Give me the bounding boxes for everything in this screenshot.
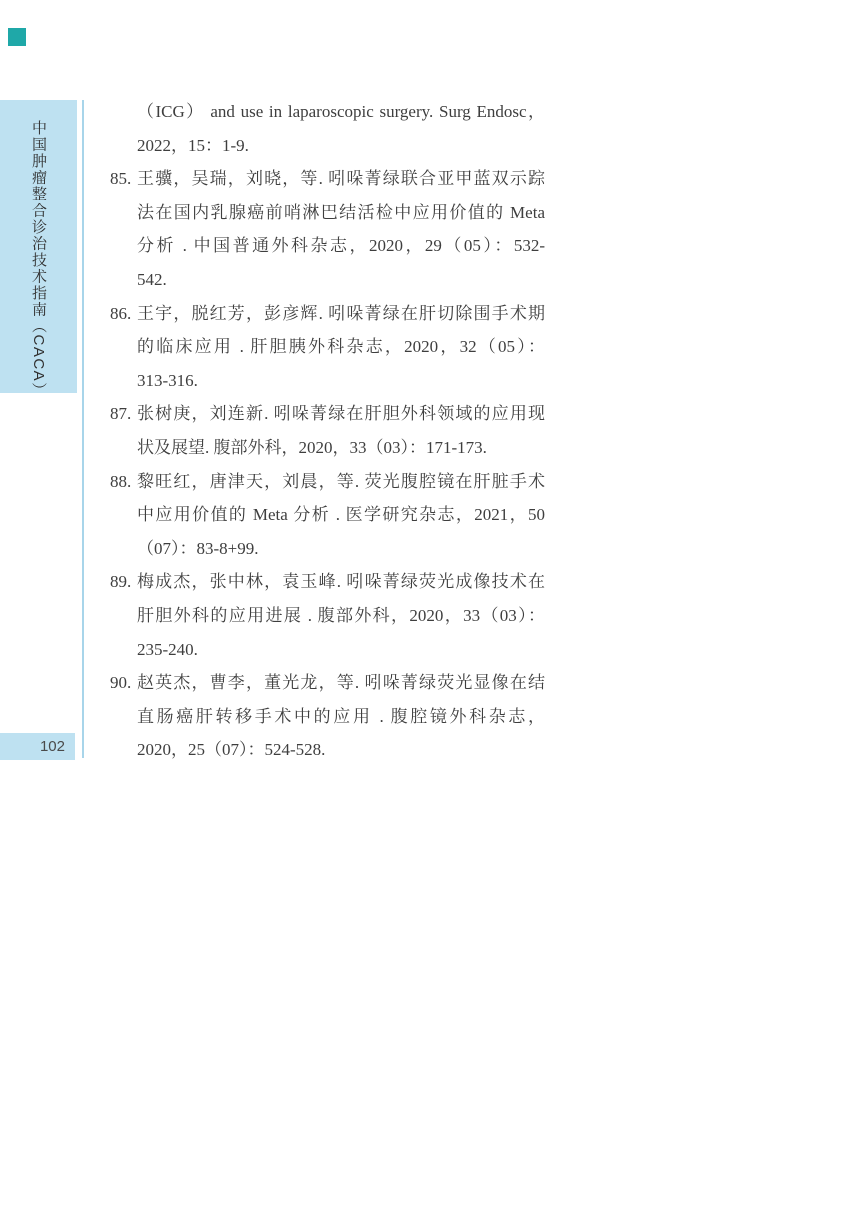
reference-item <box>110 666 545 767</box>
reference-line: 肝胆外科的应用进展 . 腹部外科，2020，33（03）： <box>137 605 545 625</box>
reference-number: 85. <box>110 169 132 189</box>
reference-line: 赵英杰，曹李，董光龙，等. 吲哚菁绿荧光显像在结 <box>137 673 545 693</box>
reference-line: 张树庚，刘连新. 吲哚菁绿在肝胆外科领域的应用现 <box>137 404 545 424</box>
book-title-tab <box>0 100 77 399</box>
reference-item <box>110 95 545 162</box>
reference-line: 王宇，脱红芳，彭彦辉. 吲哚菁绿在肝切除围手术期 <box>137 303 545 323</box>
reference-line: 2020，25（07）：524-528. <box>137 740 326 760</box>
corner-marker-square <box>8 28 26 46</box>
reference-line: 235-240. <box>137 639 198 659</box>
reference-line: 状及展望. 腹部外科，2020，33（03）：171-173. <box>137 437 487 457</box>
reference-line: 黎旺红，唐津天，刘晨，等. 荧光腹腔镜在肝脏手术 <box>137 471 545 491</box>
reference-item <box>110 162 545 296</box>
reference-line: 542. <box>137 269 167 289</box>
reference-line: 王骥，吴瑞，刘晓，等. 吲哚菁绿联合亚甲蓝双示踪 <box>137 169 545 189</box>
reference-item <box>110 297 545 398</box>
references-list <box>110 95 545 767</box>
reference-number: 90. <box>110 673 132 693</box>
reference-line: 直肠癌肝转移手术中的应用 . 腹腔镜外科杂志， <box>137 706 545 726</box>
reference-line: （07）：83-8+99. <box>137 538 259 558</box>
reference-line: 2022，15：1-9. <box>137 135 249 155</box>
reference-line: 的临床应用 . 肝胆胰外科杂志，2020，32（05）： <box>137 337 545 357</box>
page-number-tab <box>0 733 75 760</box>
reference-number: 86. <box>110 303 132 323</box>
reference-line: 中应用价值的 Meta 分析 . 医学研究杂志，2021，50 <box>137 505 545 525</box>
reference-line: 313-316. <box>137 370 198 390</box>
reference-number: 88. <box>110 471 132 491</box>
reference-line: 法在国内乳腺癌前哨淋巴结活检中应用价值的 Meta <box>137 202 545 222</box>
reference-item <box>110 565 545 666</box>
reference-line: （ICG） and use in laparoscopic surgery. Surg Endosc， <box>137 102 545 121</box>
book-title-vertical-text: 中国肿瘤整合诊治技术指南（CACA） <box>30 120 47 399</box>
reference-line: 分析 . 中国普通外科杂志，2020，29（05）：532- <box>137 236 545 256</box>
reference-number: 89. <box>110 572 132 592</box>
reference-item <box>110 465 545 566</box>
margin-rule <box>82 100 84 758</box>
reference-item <box>110 397 545 464</box>
page-number: 102 <box>39 738 65 755</box>
reference-number: 87. <box>110 404 132 424</box>
reference-line: 梅成杰，张中林，袁玉峰. 吲哚菁绿荧光成像技术在 <box>137 572 545 592</box>
